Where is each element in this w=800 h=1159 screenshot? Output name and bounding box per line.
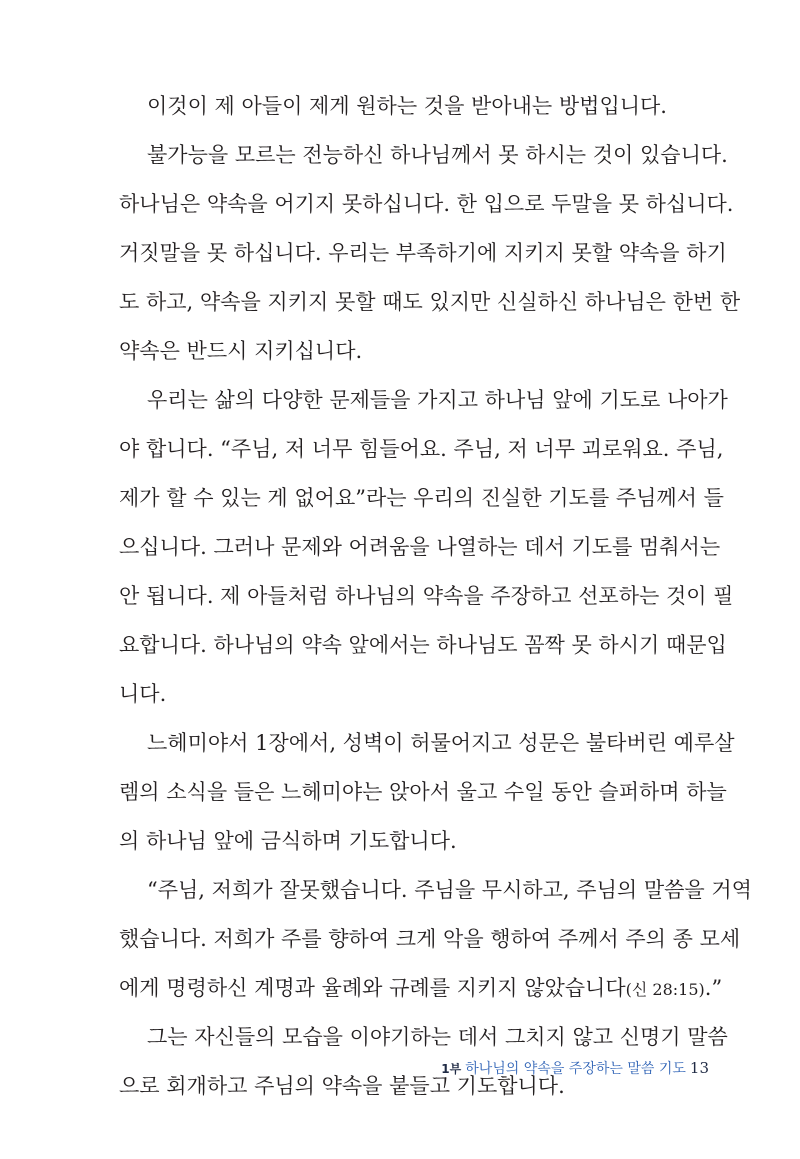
text-line: 의 하나님 앞에 금식하며 기도합니다. bbox=[119, 829, 457, 853]
page-number: 13 bbox=[689, 1059, 709, 1077]
text-line: 거짓말을 못 하십니다. 우리는 부족하기에 지키지 못할 약속을 하기 bbox=[119, 241, 727, 265]
bible-citation: (신 28:15) bbox=[625, 980, 705, 999]
text-line-with-citation bbox=[119, 972, 722, 1004]
text-line: 도 하고, 약속을 지키지 못할 때도 있지만 신실하신 하나님은 한번 한 bbox=[119, 290, 741, 314]
text-line: 렘의 소식을 들은 느헤미야는 앉아서 울고 수일 동안 슬퍼하며 하늘 bbox=[119, 780, 727, 804]
running-footer bbox=[441, 1058, 709, 1079]
text-line: “주님, 저희가 잘못했습니다. 주님을 무시하고, 주님의 말씀을 거역 bbox=[147, 878, 752, 902]
text-line: 불가능을 모르는 전능하신 하나님께서 못 하시는 것이 있습니다. bbox=[147, 143, 728, 167]
text-line: 요합니다. 하나님의 약속 앞에서는 하나님도 꼼짝 못 하시기 때문입 bbox=[119, 633, 727, 657]
text-line: 했습니다. 저희가 주를 향하여 크게 악을 행하여 주께서 주의 종 모세 bbox=[119, 927, 741, 951]
text-line: 제가 할 수 있는 게 없어요”라는 우리의 진실한 기도를 주님께서 들 bbox=[119, 486, 724, 510]
footer-part-label: 1부 bbox=[441, 1062, 462, 1076]
text-line: 이것이 제 아들이 제게 원하는 것을 받아내는 방법입니다. bbox=[147, 94, 667, 118]
text-line: 느헤미야서 1장에서, 성벽이 허물어지고 성문은 불타버린 예루살 bbox=[147, 731, 735, 755]
text-line: 하나님은 약속을 어기지 못하십니다. 한 입으로 두말을 못 하십니다. bbox=[119, 192, 734, 216]
footer-title: 하나님의 약속을 주장하는 말씀 기도 bbox=[465, 1061, 686, 1077]
text-line: 에게 명령하신 계명과 율례와 규례를 지키지 않았습니다 bbox=[119, 976, 626, 1000]
text-line: 약속은 반드시 지키십니다. bbox=[119, 339, 363, 363]
text-line: 니다. bbox=[119, 682, 167, 706]
text-line: 야 합니다. “주님, 저 너무 힘들어요. 주님, 저 너무 괴로워요. 주님, bbox=[119, 437, 724, 461]
text-line: 안 됩니다. 제 아들처럼 하나님의 약속을 주장하고 선포하는 것이 필 bbox=[119, 584, 734, 608]
text-line: 그는 자신들의 모습을 이야기하는 데서 그치지 않고 신명기 말씀 bbox=[147, 1025, 728, 1049]
text-line: 으로 회개하고 주님의 약속을 붙들고 기도합니다. bbox=[119, 1074, 565, 1098]
text-line: 우리는 삶의 다양한 문제들을 가지고 하나님 앞에 기도로 나아가 bbox=[147, 388, 728, 412]
quote-close: .” bbox=[704, 976, 723, 1000]
text-line: 으십니다. 그러나 문제와 어려움을 나열하는 데서 기도를 멈춰서는 bbox=[119, 535, 721, 559]
